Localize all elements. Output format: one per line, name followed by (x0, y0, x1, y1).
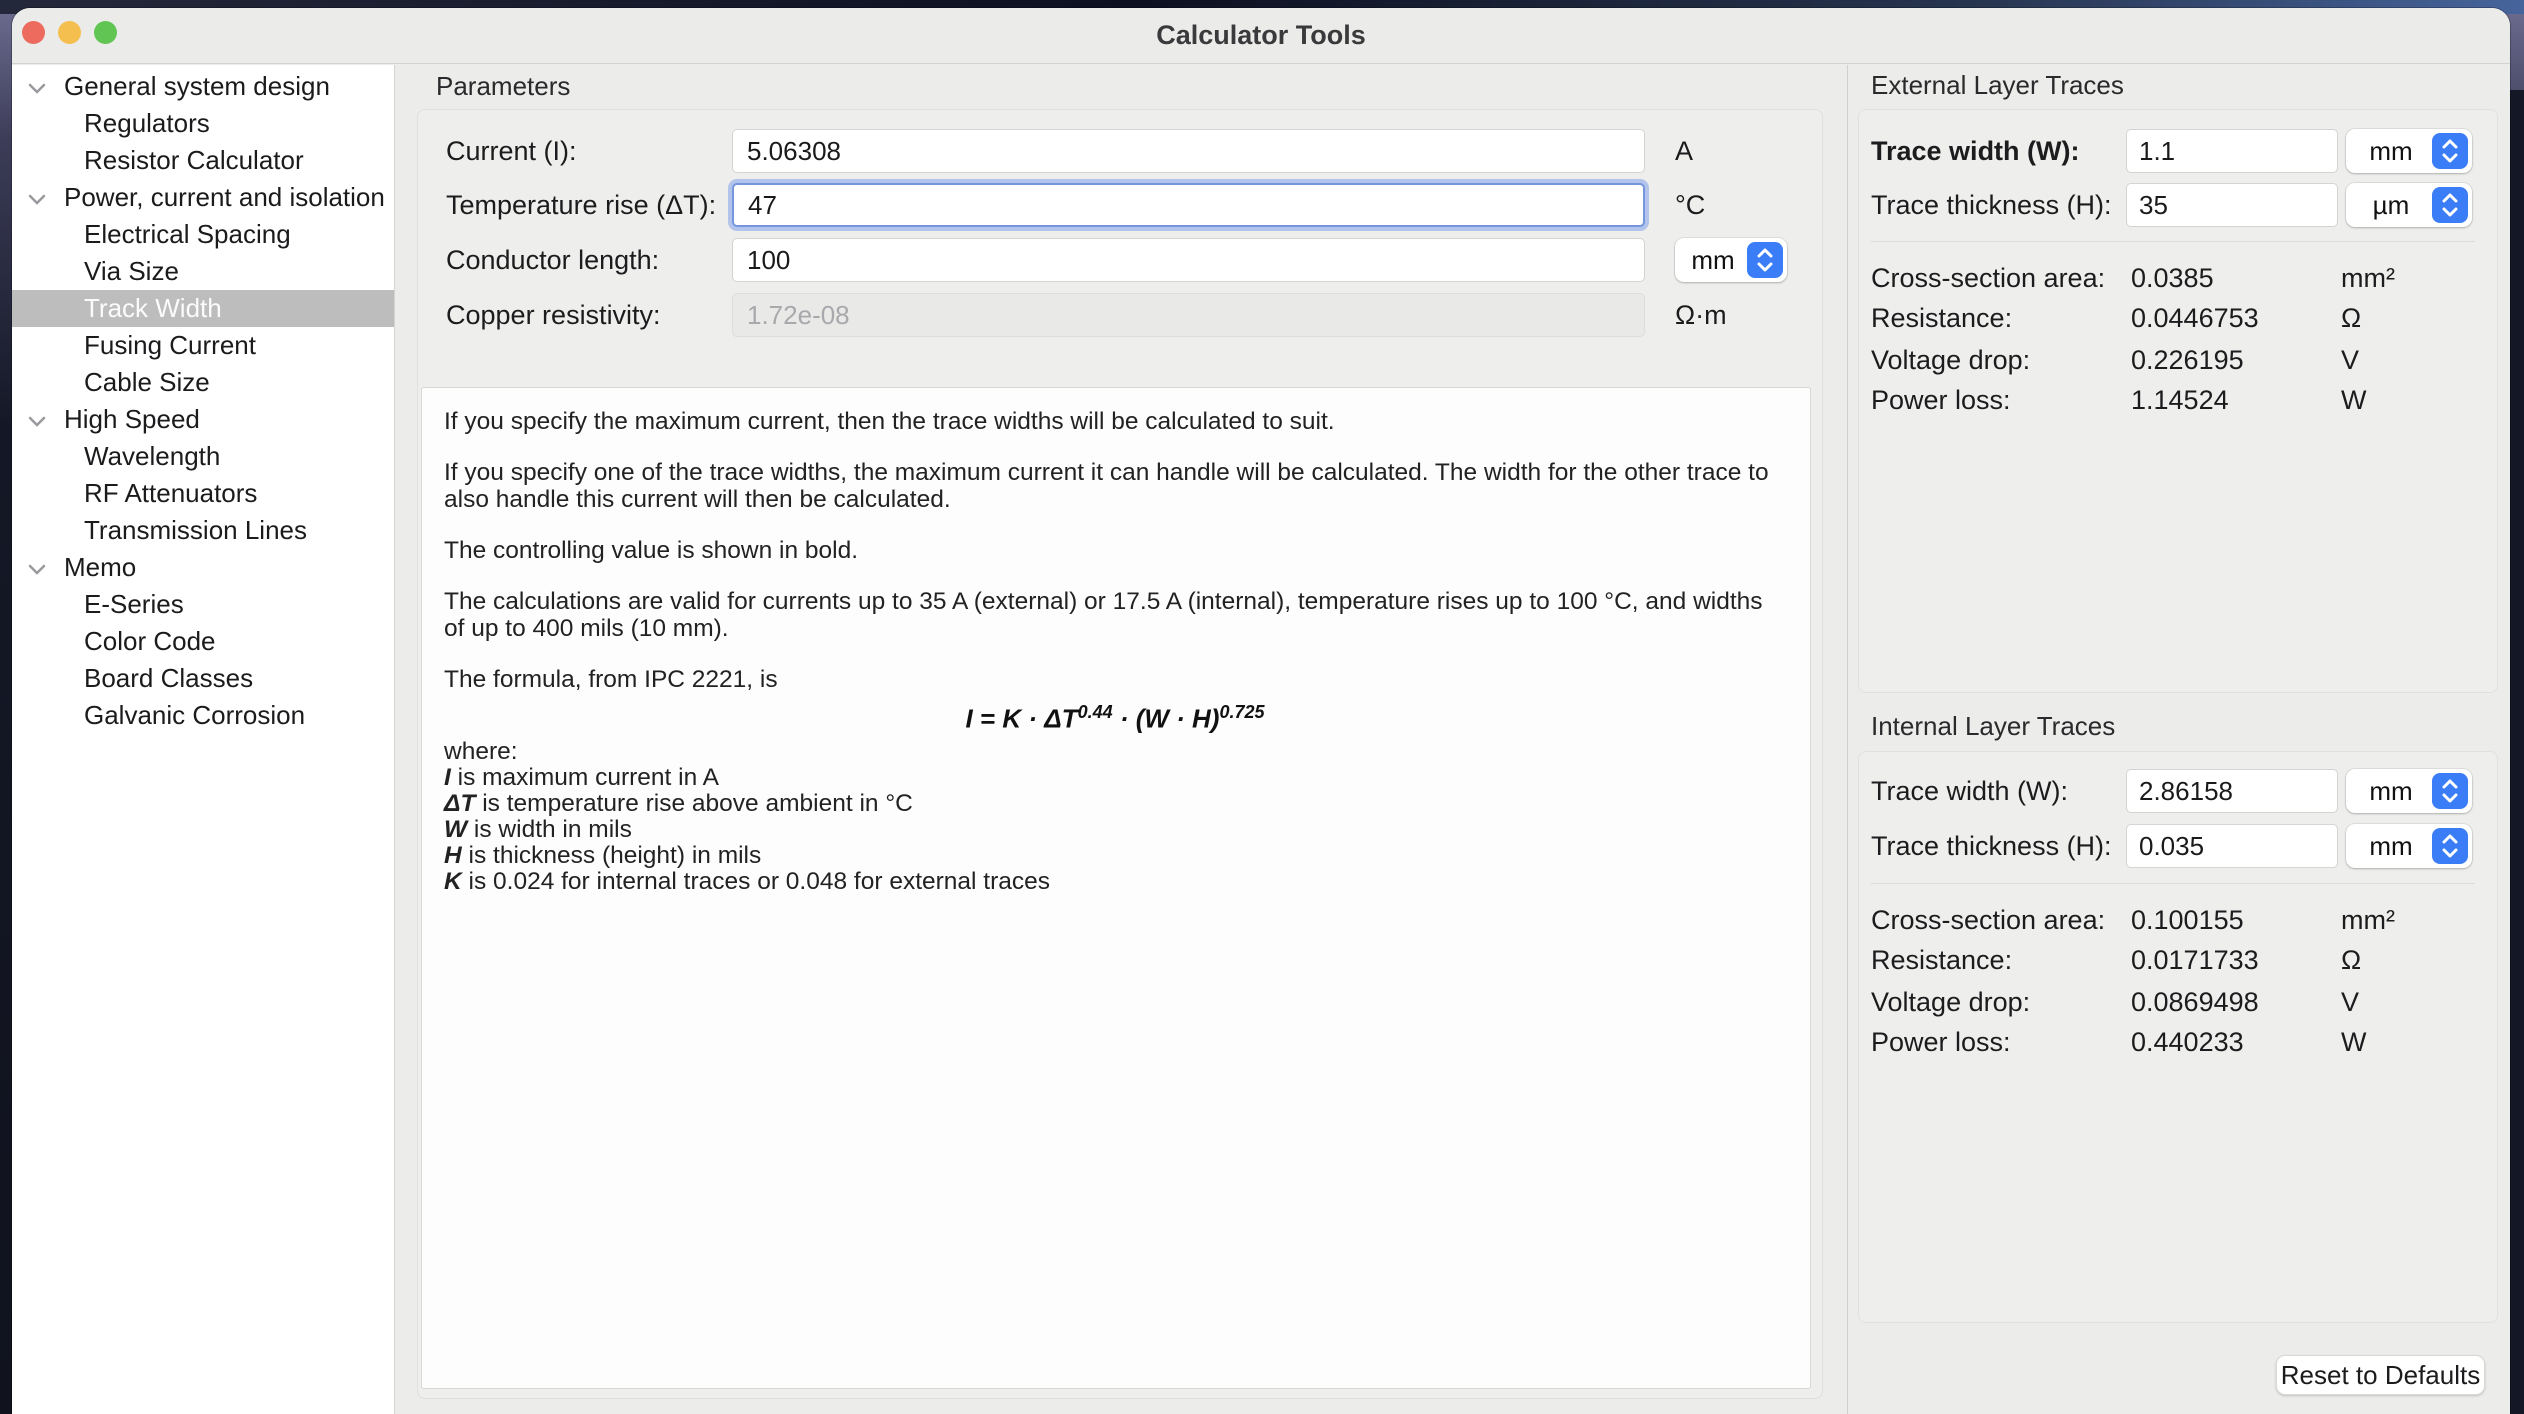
internal-layer-traces-label: Internal Layer Traces (1871, 711, 2116, 741)
legend-line: I is maximum current in A (444, 763, 720, 791)
sidebar-item-fusing-current[interactable]: Fusing Current (84, 330, 256, 360)
copper-resistivity-label: Copper resistivity: (446, 299, 661, 330)
help-paragraph: The formula, from IPC 2221, is (444, 666, 778, 693)
internal-trace-width-label: Trace width (W): (1871, 775, 2069, 806)
title-bar[interactable] (12, 8, 2510, 64)
external-trace-thickness-label: Trace thickness (H): (1871, 189, 2112, 220)
zoom-button[interactable] (94, 21, 117, 44)
parameters-section-label: Parameters (436, 71, 571, 101)
sidebar-item-high-speed[interactable]: High Speed (12, 401, 394, 438)
temperature-rise-input[interactable] (732, 183, 1645, 227)
external-power-loss-row: Power loss: 1.14524 W (1871, 384, 2367, 415)
sidebar-item-power-current-isolation[interactable]: Power, current and isolation (12, 179, 394, 216)
temperature-rise-unit-label: °C (1675, 189, 1706, 220)
internal-trace-thickness-row (1848, 824, 2510, 868)
divider (1871, 241, 2475, 242)
help-paragraph: If you specify the maximum current, then the trace widths will be calculated to suit. (444, 408, 1335, 435)
chevron-down-icon[interactable] (26, 188, 48, 210)
external-trace-thickness-row (1848, 183, 2510, 227)
minimize-button[interactable] (58, 21, 81, 44)
help-paragraph: The calculations are valid for currents up to 35 A (external) or 17.5 A (internal), temperature rises up to 100 °C, and widths of up to 400 mils (10 mm). (444, 588, 1763, 642)
sidebar-item-resistor-calculator[interactable]: Resistor Calculator (84, 145, 304, 175)
sidebar-item-track-width-selected[interactable]: Track Width (12, 290, 394, 327)
internal-trace-thickness-unit-select[interactable]: mm (2346, 824, 2472, 868)
desktop-background-right (2510, 90, 2524, 1414)
help-text-panel (421, 387, 1811, 1389)
internal-trace-width-row (1848, 769, 2510, 813)
external-layer-traces-label: External Layer Traces (1871, 70, 2124, 100)
current-unit-label: A (1675, 135, 1694, 166)
stepper-icon (2432, 828, 2468, 864)
external-trace-thickness-input[interactable] (2126, 183, 2338, 227)
conductor-length-label: Conductor length: (446, 244, 660, 275)
sidebar-item-e-series[interactable]: E-Series (84, 589, 184, 619)
sidebar-item-wavelength[interactable]: Wavelength (84, 441, 221, 471)
sidebar-item-memo[interactable]: Memo (12, 549, 394, 586)
external-trace-width-row (1848, 129, 2510, 173)
divider (1871, 883, 2475, 884)
conductor-length-row (395, 238, 1847, 282)
legend-line: H is thickness (height) in mils (444, 841, 762, 869)
sidebar-item-galvanic-corrosion[interactable]: Galvanic Corrosion (84, 700, 306, 730)
calculator-tree-sidebar (12, 65, 395, 1414)
external-voltage-drop-value: 0.226195 (2131, 344, 2244, 375)
external-cross-section-row: Cross-section area: 0.0385 mm² (1871, 262, 2395, 293)
stepper-icon (2432, 187, 2468, 223)
sidebar-item-color-code[interactable]: Color Code (84, 626, 216, 656)
internal-voltage-drop-row: Voltage drop: 0.0869498 V (1871, 986, 2360, 1017)
legend-line: W is width in mils (444, 815, 632, 843)
help-paragraph: The controlling value is shown in bold. (444, 537, 859, 564)
legend-line: ΔT is temperature rise above ambient in °C (444, 789, 913, 817)
sidebar-item-cable-size[interactable]: Cable Size (84, 367, 210, 397)
internal-resistance-value: 0.0171733 (2131, 944, 2259, 975)
copper-resistivity-unit-label: Ω·m (1675, 299, 1727, 330)
sidebar-item-board-classes[interactable]: Board Classes (84, 663, 254, 693)
chevron-down-icon[interactable] (26, 558, 48, 580)
external-resistance-row: Resistance: 0.0446753 Ω (1871, 302, 2362, 333)
sidebar-item-via-size[interactable]: Via Size (84, 256, 179, 286)
internal-power-loss-value: 0.440233 (2131, 1026, 2244, 1057)
copper-resistivity-row (395, 293, 1847, 337)
sidebar-item-rf-attenuators[interactable]: RF Attenuators (84, 478, 258, 508)
external-resistance-value: 0.0446753 (2131, 302, 2259, 333)
external-trace-width-unit-select[interactable]: mm (2346, 129, 2472, 173)
internal-trace-thickness-input[interactable] (2126, 824, 2338, 868)
where-label: where: (444, 737, 518, 765)
copper-resistivity-input (732, 293, 1645, 337)
sidebar-item-electrical-spacing[interactable]: Electrical Spacing (84, 219, 291, 249)
current-input[interactable] (732, 129, 1645, 173)
conductor-length-unit-select[interactable]: mm (1675, 238, 1787, 282)
internal-voltage-drop-value: 0.0869498 (2131, 986, 2259, 1017)
stepper-icon (2432, 133, 2468, 169)
traffic-lights (22, 21, 117, 44)
external-trace-width-input[interactable] (2126, 129, 2338, 173)
window-title: Calculator Tools (1156, 20, 1366, 50)
internal-power-loss-row: Power loss: 0.440233 W (1871, 1026, 2367, 1057)
internal-resistance-row: Resistance: 0.0171733 Ω (1871, 944, 2362, 975)
sidebar-item-transmission-lines[interactable]: Transmission Lines (84, 515, 308, 545)
sidebar-item-regulators[interactable]: Regulators (84, 108, 210, 138)
temperature-rise-row (395, 183, 1847, 227)
calculator-tools-window (12, 8, 2510, 1414)
external-trace-thickness-unit-select[interactable]: µm (2346, 183, 2472, 227)
legend-line: K is 0.024 for internal traces or 0.048 for external traces (444, 867, 1051, 895)
trace-results-panel (1847, 65, 2510, 1414)
formula-legend (444, 739, 1786, 895)
help-paragraph: If you specify one of the trace widths, the maximum current it can handle will be calculated. The width for the other trace to also handle this current will then be calculated. (444, 459, 1769, 513)
internal-cross-section-row: Cross-section area: 0.100155 mm² (1871, 904, 2395, 935)
stepper-icon (1747, 242, 1783, 278)
conductor-length-input[interactable] (732, 238, 1645, 282)
parameters-panel (395, 65, 1847, 1414)
internal-trace-width-input[interactable] (2126, 769, 2338, 813)
temperature-rise-label: Temperature rise (ΔT): (446, 189, 717, 220)
stepper-icon (2432, 773, 2468, 809)
reset-to-defaults-button[interactable]: Reset to Defaults (2276, 1355, 2485, 1395)
chevron-down-icon[interactable] (26, 77, 48, 99)
external-power-loss-value: 1.14524 (2131, 384, 2229, 415)
external-cross-section-value: 0.0385 (2131, 262, 2214, 293)
current-row (395, 129, 1847, 173)
internal-cross-section-value: 0.100155 (2131, 904, 2244, 935)
internal-trace-thickness-label: Trace thickness (H): (1871, 830, 2112, 861)
chevron-down-icon[interactable] (26, 410, 48, 432)
sidebar-item-general-system-design[interactable]: General system design (12, 68, 394, 105)
internal-trace-width-unit-select[interactable]: mm (2346, 769, 2472, 813)
external-voltage-drop-row: Voltage drop: 0.226195 V (1871, 344, 2360, 375)
ipc2221-formula: $I = K \cdot \Delta T^{0.44} \cdot (W \cdot H)^{0.725}$ (965, 702, 1265, 734)
close-button[interactable] (22, 21, 45, 44)
current-label: Current (I): (446, 135, 577, 166)
external-trace-width-label: Trace width (W): (1871, 135, 2080, 166)
